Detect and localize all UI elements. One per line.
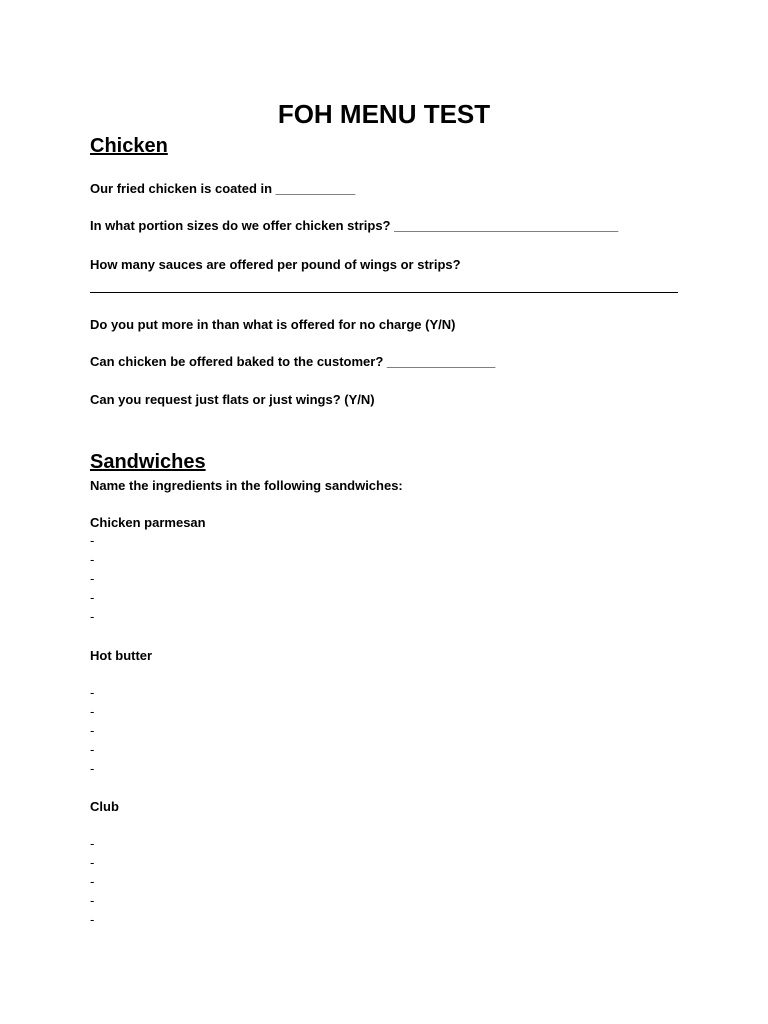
ingredient-blank: - [90,912,95,927]
sandwich-name-club: Club [90,799,119,814]
ingredient-blank: - [90,533,95,548]
ingredient-blank: - [90,723,95,738]
ingredient-blank: - [90,742,95,757]
ingredient-blank: - [90,609,95,624]
section-heading-chicken: Chicken [90,135,168,157]
question-extra-sauce: Do you put more in than what is offered for no charge (Y/N) [90,317,456,332]
ingredient-blank: - [90,571,95,586]
question-flats-wings: Can you request just flats or just wings? (Y/N) [90,392,375,407]
ingredient-blank: - [90,761,95,776]
ingredient-blank: - [90,590,95,605]
sandwich-name-hot-butter: Hot butter [90,648,153,663]
ingredient-blank: - [90,552,95,567]
ingredient-blank: - [90,893,95,908]
ingredient-blank: - [90,855,95,870]
ingredient-blank: - [90,685,95,700]
section-heading-sandwiches: Sandwiches [90,451,206,473]
ingredient-blank: - [90,874,95,889]
question-coating: Our fried chicken is coated in ___________ [90,181,356,196]
page-title: FOH MENU TEST [277,99,491,129]
sandwiches-instruction: Name the ingredients in the following sandwiches: [90,478,403,493]
ingredient-blank: - [90,836,95,851]
question-portion-sizes: In what portion sizes do we offer chicken strips? _______________________________ [90,218,619,233]
sandwich-name-chicken-parmesan: Chicken parmesan [90,515,206,530]
ingredient-blank: - [90,704,95,719]
question-sauces: How many sauces are offered per pound of wings or strips? [90,257,461,272]
answer-line [90,292,678,293]
question-baked: Can chicken be offered baked to the customer? _______________ [90,354,496,369]
